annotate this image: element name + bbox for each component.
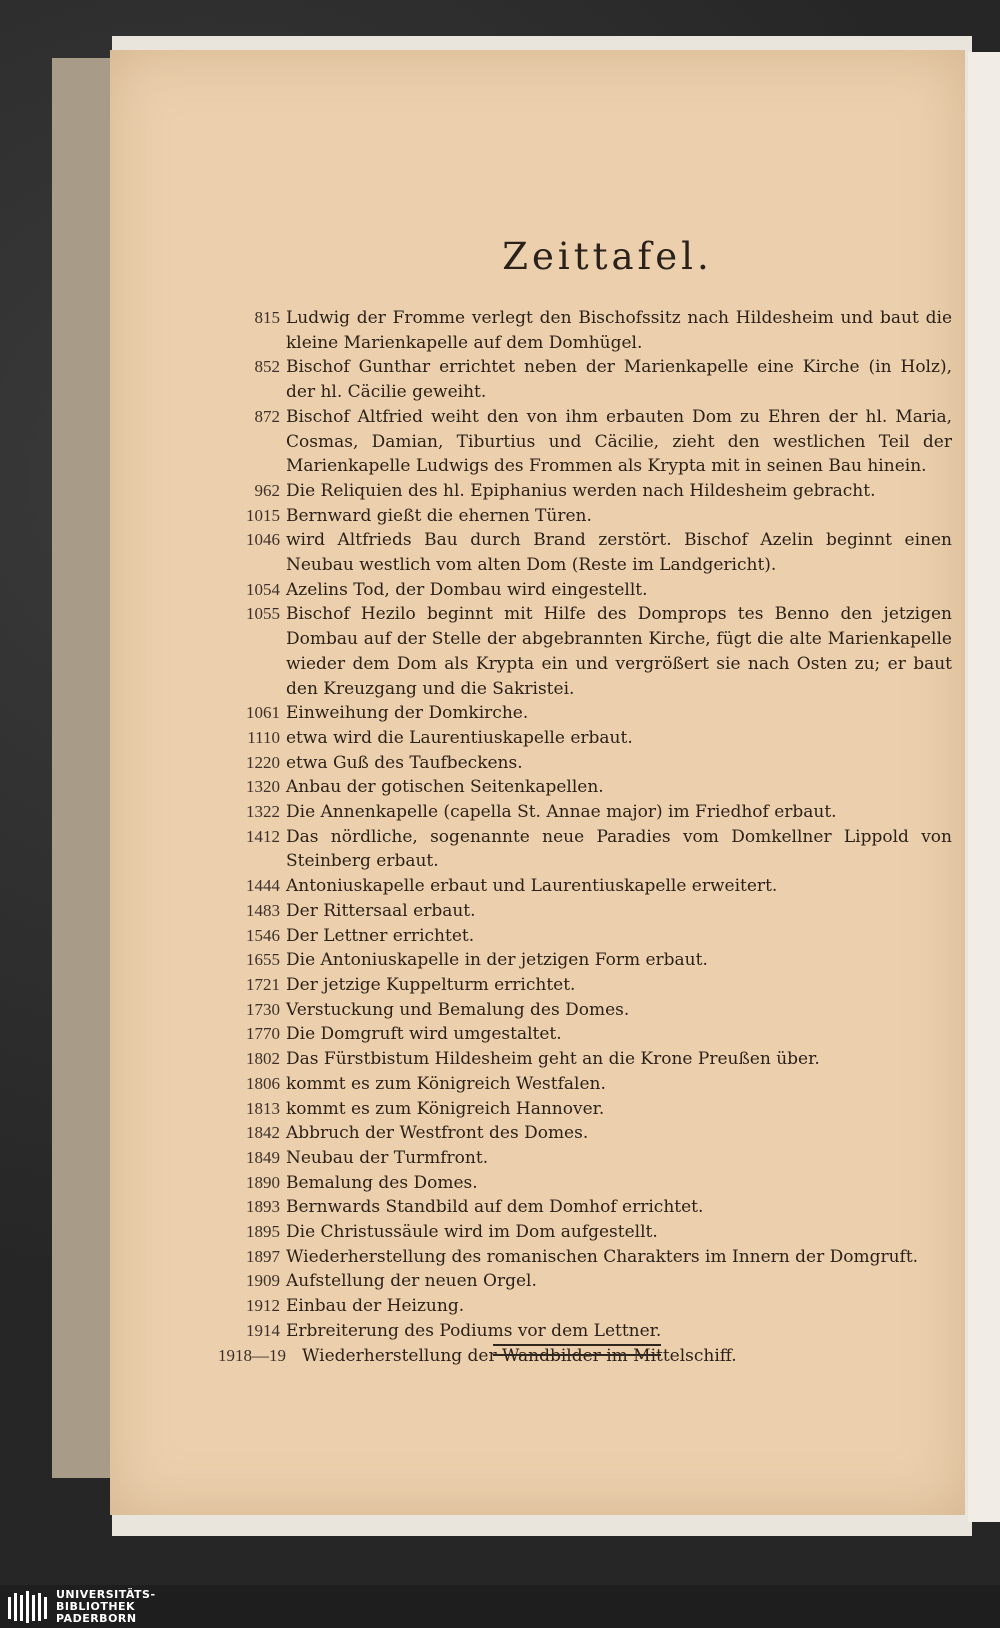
entry-text: Aufstellung der neuen Orgel.	[286, 1271, 537, 1292]
entry-year: 1721	[246, 974, 280, 994]
entry-text: Die Reliquien des hl. Epiphanius werden nach Hildesheim gebracht.	[286, 480, 876, 501]
entry-text: Bischof Altfried weiht den von ihm erbauten Dom zu Ehren der hl. Maria, Cosmas, Damian, Tiburtius und Cäcilie, zieht den westlichen Teil der Marienkapelle Ludwigs des Frommen als Krypta mit in seinen Bau hinein.	[286, 406, 952, 477]
timeline-entry	[218, 1047, 952, 1072]
library-name	[56, 1589, 156, 1625]
entry-year: 1110	[247, 727, 280, 747]
entry-text: Bischof Gunthar errichtet neben der Marienkapelle eine Kirche (in Holz), der hl. Cäcilie geweiht.	[286, 357, 952, 403]
timeline-entry	[218, 355, 952, 404]
timeline-entry	[218, 701, 952, 726]
entry-year: 1895	[246, 1222, 280, 1242]
entry-year: 1015	[246, 505, 280, 525]
timeline-entry	[218, 998, 952, 1023]
timeline-entry	[218, 1097, 952, 1122]
timeline-entry	[218, 825, 952, 874]
entry-year: 815	[254, 308, 280, 327]
entry-year: 1220	[246, 752, 280, 772]
entry-year: 1918—19	[218, 1345, 286, 1365]
entry-text: Erbreiterung des Podiums vor dem Lettner.	[286, 1320, 662, 1341]
entry-year: 1849	[246, 1147, 280, 1167]
entry-text: wird Altfrieds Bau durch Brand zerstört. Bischof Azelin beginnt einen Neubau westlich vom alten Dom (Reste im Landgericht).	[286, 530, 952, 576]
entry-year: 1893	[246, 1197, 280, 1217]
entry-year: 1842	[246, 1123, 280, 1143]
entry-year: 1914	[246, 1320, 280, 1340]
entry-year: 1813	[246, 1098, 280, 1118]
entry-year: 1054	[246, 579, 280, 599]
entry-text: Wiederherstellung des romanischen Charakters im Innern der Domgruft.	[286, 1246, 919, 1267]
entry-year: 1412	[246, 826, 280, 846]
timeline-entry	[218, 1269, 952, 1294]
timeline-entry	[218, 751, 952, 776]
entry-text: Azelins Tod, der Dombau wird eingestellt.	[286, 579, 648, 600]
entry-text: Der Lettner errichtet.	[286, 925, 475, 946]
timeline-entry	[218, 973, 952, 998]
timeline-entry	[218, 1121, 952, 1146]
timeline-entry	[218, 1171, 952, 1196]
library-logo-icon	[6, 1591, 50, 1623]
entry-year: 1061	[246, 703, 280, 723]
entry-year: 872	[254, 406, 280, 426]
entry-year: 1730	[246, 999, 280, 1019]
entry-text: Neubau der Turmfront.	[286, 1147, 489, 1168]
entry-text: kommt es zum Königreich Hannover.	[286, 1098, 605, 1119]
timeline-entry	[218, 1022, 952, 1047]
timeline-entry	[218, 775, 952, 800]
entry-year: 852	[254, 357, 280, 377]
entry-year: 1770	[246, 1024, 280, 1044]
entry-text: Die Antoniuskapelle in der jetzigen Form erbaut.	[286, 950, 708, 971]
closing-double-rule	[493, 1344, 661, 1356]
entry-text: Einweihung der Domkirche.	[286, 703, 529, 724]
timeline-entry	[218, 405, 952, 479]
entry-year: 1055	[246, 604, 280, 624]
timeline-entry	[218, 602, 952, 701]
entry-text: Einbau der Heizung.	[286, 1296, 465, 1317]
entry-year: 1806	[246, 1073, 280, 1093]
entry-text: Das nördliche, sogenannte neue Paradies vom Domkellner Lippold von Steinberg erbaut.	[286, 826, 952, 872]
timeline-entry	[218, 1146, 952, 1171]
entry-text: kommt es zum Königreich Westfalen.	[286, 1073, 606, 1094]
entry-text: Die Christussäule wird im Dom aufgestellt.	[286, 1222, 658, 1243]
library-name-line: UNIVERSITÄTS-	[56, 1588, 156, 1601]
timeline-list	[218, 306, 952, 1368]
entry-text: Ludwig der Fromme verlegt den Bischofssitz nach Hildesheim und baut die kleine Marienkapelle auf dem Domhügel.	[286, 308, 952, 353]
entry-text: Verstuckung und Bemalung des Domes.	[286, 999, 630, 1020]
entry-text: Die Annenkapelle (capella St. Annae major) im Friedhof erbaut.	[286, 802, 837, 823]
entry-text: Wiederherstellung der Wandbilder im Mittelschiff.	[302, 1345, 737, 1366]
entry-year: 1046	[246, 530, 280, 550]
entry-year: 1890	[246, 1172, 280, 1192]
library-footer	[0, 1585, 1000, 1628]
timeline-entry	[218, 504, 952, 529]
timeline-entry	[218, 1220, 952, 1245]
entry-text: Anbau der gotischen Seitenkapellen.	[286, 777, 604, 798]
library-name-line: BIBLIOTHEK	[56, 1600, 136, 1613]
timeline-entry	[218, 800, 952, 825]
entry-text: Bernwards Standbild auf dem Domhof errichtet.	[286, 1197, 704, 1218]
timeline-entry	[218, 578, 952, 603]
timeline-entry	[218, 1072, 952, 1097]
timeline-entry	[218, 948, 952, 973]
entry-year: 962	[254, 480, 280, 500]
entry-text: Die Domgruft wird umgestaltet.	[286, 1024, 562, 1045]
entry-year: 1897	[246, 1246, 280, 1266]
document-page	[110, 50, 965, 1515]
entry-text: Bemalung des Domes.	[286, 1172, 478, 1193]
entry-year: 1912	[246, 1296, 280, 1316]
entry-text: Bischof Hezilo beginnt mit Hilfe des Domprops tes Benno den jetzigen Dombau auf der Stelle der abgebrannten Kirche, fügt die alte Marienkapelle wieder dem Dom als Krypta ein und vergrößert sie nach Osten zu; er baut den Kreuzgang und die Sakristei.	[286, 604, 952, 699]
entry-year: 1444	[246, 876, 280, 896]
entry-text: Bernward gießt die ehernen Türen.	[286, 505, 592, 526]
page-title: Zeittafel.	[502, 235, 713, 278]
timeline-entry	[218, 1294, 952, 1319]
entry-text: Das Fürstbistum Hildesheim geht an die Krone Preußen über.	[286, 1049, 820, 1070]
timeline-entry	[218, 899, 952, 924]
entry-text: Der jetzige Kuppelturm errichtet.	[286, 974, 576, 995]
entry-year: 1322	[246, 802, 280, 822]
entry-text: Antoniuskapelle erbaut und Laurentiuskapelle erweitert.	[286, 876, 778, 897]
entry-year: 1802	[246, 1049, 280, 1069]
timeline-entry	[218, 1245, 952, 1270]
entry-year: 1483	[246, 900, 280, 920]
entry-text: etwa wird die Laurentiuskapelle erbaut.	[286, 727, 633, 748]
entry-text: Abbruch der Westfront des Domes.	[286, 1123, 589, 1144]
entry-text: etwa Guß des Taufbeckens.	[286, 752, 523, 773]
timeline-entry	[218, 726, 952, 751]
entry-year: 1655	[246, 950, 280, 970]
library-name-line: PADERBORN	[56, 1612, 137, 1625]
timeline-entry	[218, 1319, 952, 1344]
timeline-entry	[218, 479, 952, 504]
timeline-entry	[218, 874, 952, 899]
entry-year: 1320	[246, 777, 280, 797]
timeline-entry	[218, 924, 952, 949]
timeline-entry	[218, 306, 952, 355]
entry-year: 1909	[246, 1271, 280, 1291]
timeline-entry	[218, 528, 952, 577]
entry-text: Der Rittersaal erbaut.	[286, 900, 476, 921]
timeline-entry	[218, 1195, 952, 1220]
entry-year: 1546	[246, 925, 280, 945]
